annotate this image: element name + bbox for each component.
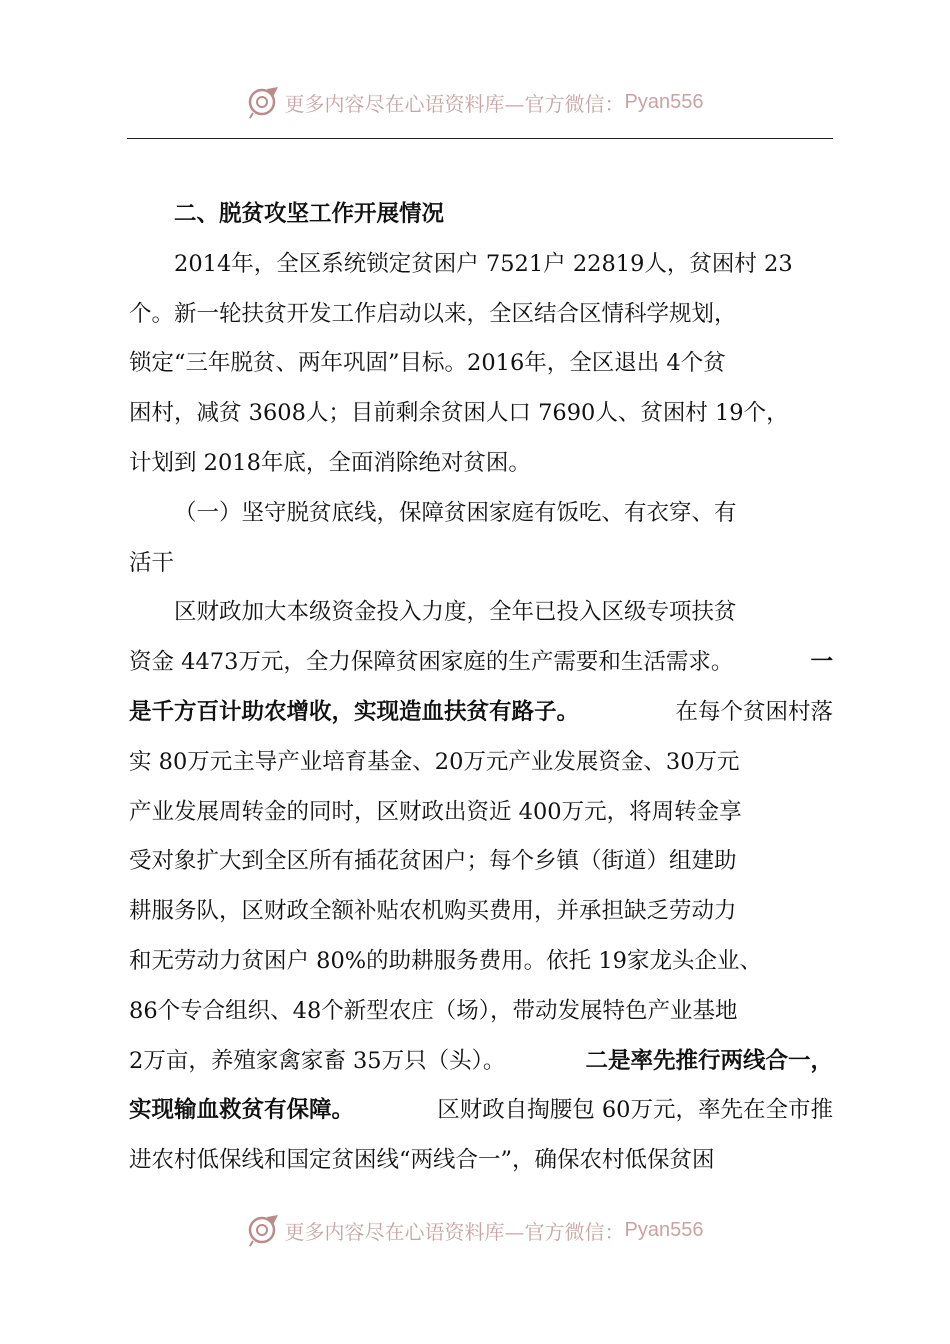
text-line: 受对象扩大到全区所有插花贫困户；每个乡镇（街道）组建助 [129, 848, 737, 875]
text-line: 实现输血救贫有保障。 区财政自掏腰包 60万元，率先在全市推 [129, 1086, 833, 1136]
banner-site-text: 更多内容尽在心语资料库—官方微信： [284, 1219, 625, 1244]
pen-logo-icon [247, 1213, 281, 1247]
bold-lead: 二是率先推行两线合一， [585, 1047, 833, 1074]
text-line: 86个专合组织、48个新型农庄（场），带动发展特色产业基地 [129, 997, 738, 1024]
text-line: 进农村低保线和国定贫困线“两线合一”，确保农村低保贫困 [129, 1147, 715, 1174]
bold-lead: 一 [810, 649, 833, 676]
text-line: 和无劳动力贫困户 80%的助耕服务费用。依托 19家龙头企业、 [129, 947, 762, 974]
text-line: 区财政加大本级资金投入力度，全年已投入区级专项扶贫 [174, 599, 737, 626]
text-line: 产业发展周转金的同时，区财政出资近 400万元，将周转金享 [129, 798, 742, 825]
text-line: 计划到 2018年底，全面消除绝对贫困。 [129, 449, 531, 476]
text-line: 资金 4473万元，全力保障贫困家庭的生产需要和生活需求。 一 [129, 638, 833, 688]
text-line: 是千方百计助农增收，实现造血扶贫有路子。 在每个贫困村落 [129, 688, 833, 738]
section-title: 二、脱贫攻坚工作开展情况 [174, 201, 445, 227]
text-line: 耕服务队，区财政全额补贴农机购买费用，并承担缺乏劳动力 [129, 898, 737, 925]
text-line: 锁定“三年脱贫、两年巩固”目标。2016年，全区退出 4个贫 [129, 350, 726, 377]
bold-lead: 是千方百计助农增收，实现造血扶贫有路子。 [129, 698, 580, 725]
banner-wechat-id: Pyan556 [624, 90, 704, 113]
subsection-heading-cont: 活干 [129, 549, 175, 576]
pen-logo-icon [247, 85, 281, 119]
banner-site-text: 更多内容尽在心语资料库—官方微信： [284, 91, 625, 116]
text-line: 个。新一轮扶贫开发工作启动以来，全区结合区情科学规划， [129, 300, 737, 327]
text-line: 实 80万元主导产业培育基金、20万元产业发展资金、30万元 [129, 748, 740, 775]
footer-banner [0, 1210, 950, 1250]
document-body [129, 190, 833, 1186]
bold-lead: 实现输血救贫有保障。 [129, 1097, 355, 1124]
text-line: 困村，减贫 3608人；目前剩余贫困人口 7690人、贫困村 19个， [129, 400, 789, 427]
header-banner [0, 82, 950, 122]
text-line: 2014年，全区系统锁定贫困户 7521户 22819人，贫困村 23 [174, 250, 793, 277]
banner-wechat-id: Pyan556 [624, 1218, 704, 1241]
subsection-heading: （一）坚守脱贫底线，保障贫困家庭有饭吃、有衣穿、有 [174, 499, 737, 526]
header-divider [127, 138, 833, 139]
text-line: 2万亩，养殖家禽家畜 35万只（头）。 二是率先推行两线合一， [129, 1037, 833, 1087]
